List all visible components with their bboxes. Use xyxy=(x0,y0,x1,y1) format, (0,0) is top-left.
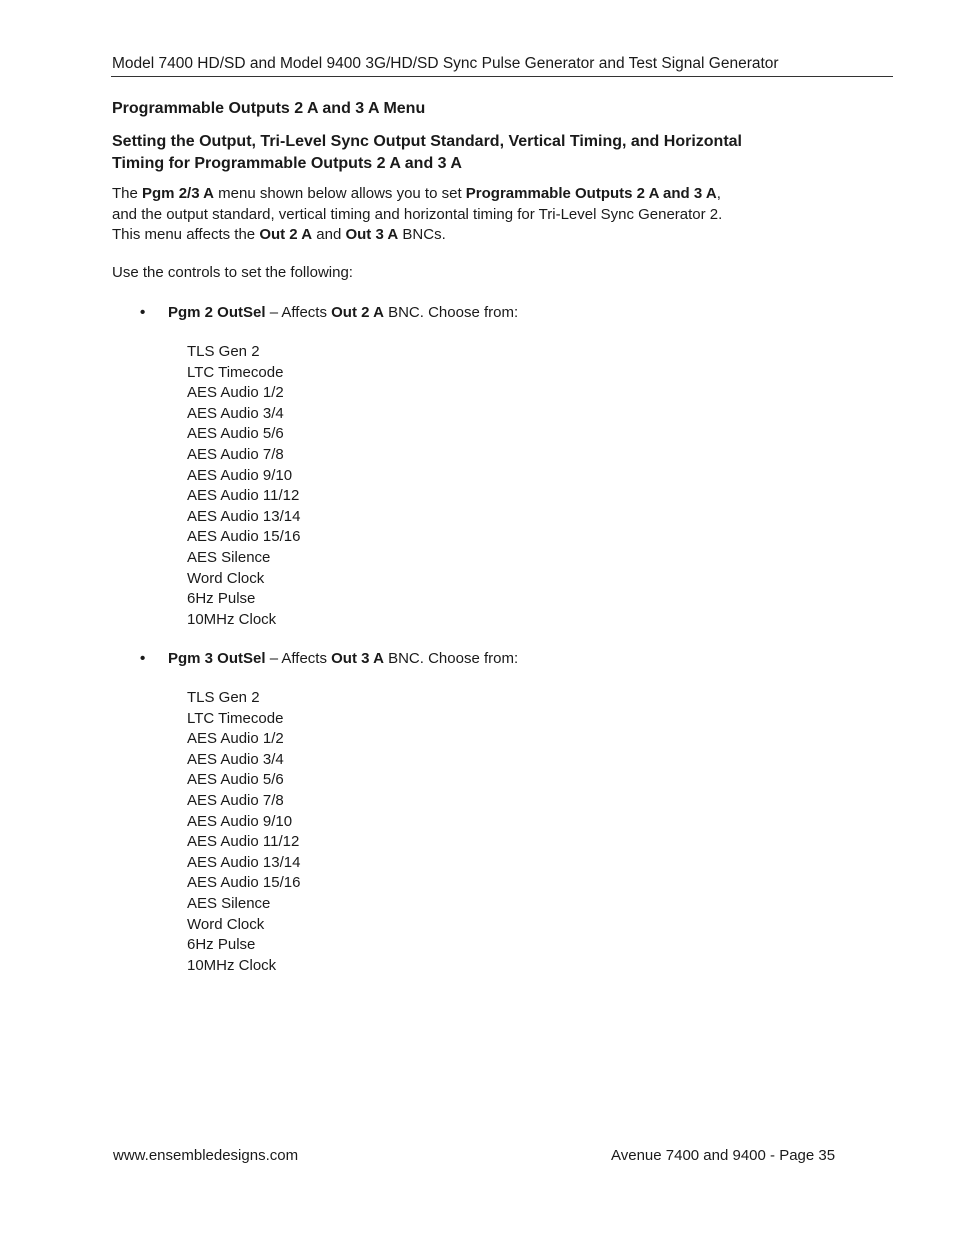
text-run: menu shown below allows you to set xyxy=(213,185,466,202)
options-list-pgm2 xyxy=(187,342,300,630)
paragraph-line-1 xyxy=(112,184,722,205)
list-item: 6Hz Pulse xyxy=(187,936,256,954)
text-run: This menu affects the xyxy=(112,226,260,243)
control-name: Pgm 3 OutSel xyxy=(168,650,266,667)
header-rule xyxy=(111,76,893,77)
options-list-pgm3 xyxy=(187,688,300,976)
list-item: LTC Timecode xyxy=(187,363,284,381)
list-item: AES Audio 3/4 xyxy=(187,750,284,768)
footer-page-number: Avenue 7400 and 9400 - Page 35 xyxy=(611,1147,836,1164)
text-run: , xyxy=(716,185,721,202)
bnc-name: Out 2 A xyxy=(331,304,384,321)
list-item: 6Hz Pulse xyxy=(187,590,256,608)
list-item: AES Silence xyxy=(187,548,271,566)
list-item: TLS Gen 2 xyxy=(187,689,260,706)
list-item: AES Audio 11/12 xyxy=(187,487,300,505)
bullet-pgm2-outsel xyxy=(140,303,518,323)
text-run: and xyxy=(312,226,346,243)
list-item: AES Audio 9/10 xyxy=(187,466,293,484)
subsection-heading-line-2: Timing for Programmable Outputs 2 A and 3 A xyxy=(112,155,462,172)
list-item: AES Audio 5/6 xyxy=(187,425,284,443)
list-item: AES Audio 7/8 xyxy=(187,791,284,809)
text-run: The xyxy=(112,185,143,202)
list-item: TLS Gen 2 xyxy=(187,343,260,360)
text-run: BNC. Choose from: xyxy=(383,650,519,667)
menu-name: Pgm 2/3 A xyxy=(142,185,214,202)
list-item: AES Audio 1/2 xyxy=(187,384,284,402)
list-item: AES Audio 15/16 xyxy=(187,528,301,546)
bullet-dot: • xyxy=(140,650,146,667)
bullet-dot: • xyxy=(140,304,146,321)
list-item: AES Audio 15/16 xyxy=(187,874,301,892)
section-heading: Programmable Outputs 2 A and 3 A Menu xyxy=(112,100,426,117)
subsection-heading xyxy=(112,131,832,175)
list-item: AES Audio 5/6 xyxy=(187,771,284,789)
list-item: AES Audio 11/12 xyxy=(187,833,300,851)
list-item: AES Audio 7/8 xyxy=(187,445,284,463)
list-item: Word Clock xyxy=(187,915,265,933)
running-header: Model 7400 HD/SD and Model 9400 3G/HD/SD Sync Pulse Generator and Test Signal Generator xyxy=(112,55,779,72)
text-run: BNC. Choose from: xyxy=(383,304,519,321)
list-item: AES Audio 13/14 xyxy=(187,507,301,525)
footer-website-link[interactable]: www.ensembledesigns.com xyxy=(113,1147,299,1164)
text-run: – Affects xyxy=(265,304,332,321)
list-item: LTC Timecode xyxy=(187,709,284,727)
bullet-pgm3-outsel xyxy=(140,649,518,669)
control-name: Pgm 2 OutSel xyxy=(168,304,266,321)
list-item: AES Audio 3/4 xyxy=(187,404,284,422)
bnc-name: Out 3 A xyxy=(345,226,399,243)
text-run: – Affects xyxy=(265,650,332,667)
list-item: 10MHz Clock xyxy=(187,610,277,628)
subsection-heading-line-1: Setting the Output, Tri-Level Sync Output Standard, Vertical Timing, and Horizontal xyxy=(112,133,742,150)
outputs-name: Programmable Outputs 2 A and 3 A xyxy=(465,185,717,202)
bnc-name: Out 2 A xyxy=(259,226,313,243)
list-item: AES Audio 13/14 xyxy=(187,853,301,871)
paragraph-line-2: and the output standard, vertical timing and horizontal timing for Tri-Level Sync Generator 2. xyxy=(112,205,723,223)
list-item: Word Clock xyxy=(187,569,265,587)
list-item: 10MHz Clock xyxy=(187,956,277,974)
list-item: AES Silence xyxy=(187,894,271,912)
paragraph-line-3 xyxy=(112,225,722,246)
bnc-name: Out 3 A xyxy=(331,650,384,667)
list-item: AES Audio 9/10 xyxy=(187,812,293,830)
description-paragraph xyxy=(112,184,722,246)
intro-text: Use the controls to set the following: xyxy=(112,264,353,281)
text-run: BNCs. xyxy=(398,226,446,243)
list-item: AES Audio 1/2 xyxy=(187,730,284,748)
